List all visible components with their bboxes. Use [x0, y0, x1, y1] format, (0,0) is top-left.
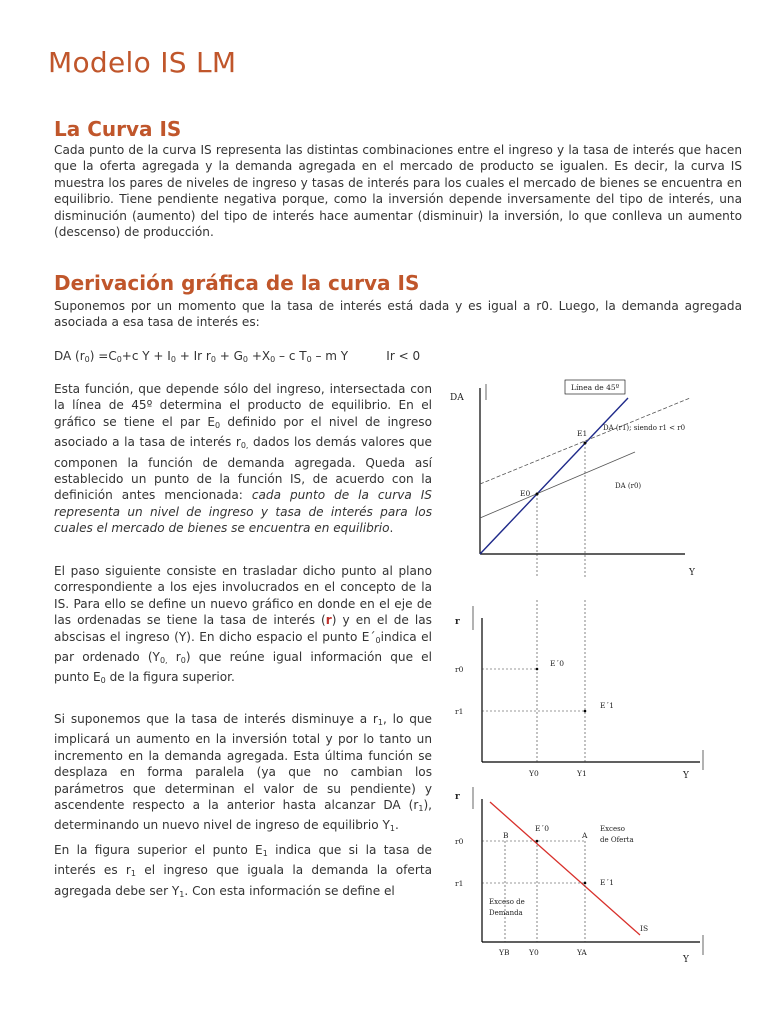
fig1-da-r0-label: DA (r0) [615, 482, 642, 490]
figure-aggregate-demand [445, 378, 725, 578]
fig3-ep0-label: E´0 [535, 824, 549, 833]
fig2-ep0-label: E´0 [550, 659, 564, 668]
fig3-yb-tick: YB [499, 948, 510, 957]
fig3-y0-tick: Y0 [529, 948, 539, 957]
fig1-da-r0-line [480, 452, 635, 518]
fig2-y1-tick: Y1 [577, 769, 587, 778]
fig1-x-axis-label: Y [689, 568, 695, 578]
page-title: Modelo IS LM [48, 46, 237, 79]
paragraph-45-line: Esta función, que depende sólo del ingreso, intersectada con la línea de 45º determina el producto de equilibrio. En el gráfico se tiene el par $E_0$ definido por el nivel de ingreso asociado a la tasa de interés $r_{0,}$ dados los demás valores que componen la función de demanda agregada. Queda así establecido un punto de la función IS, de acuerdo con la definición antes mencionada: cada punto de la curva IS representa un nivel de ingreso y tasa de interés para los cuales el mercado de bienes se encuentra en equilibrio. [54, 382, 432, 536]
fig3-ya-tick: YA [577, 948, 587, 957]
fig1-line45 [480, 398, 628, 554]
fig1-line45-label: Línea de 45º [571, 383, 620, 392]
paragraph-next-step: El paso siguiente consiste en trasladar dicho punto al plano correspondiente a los ejes involucrados en el concepto de la IS. Para ello se define un nuevo gráfico en donde en el eje de las ordenadas se tiene la tasa de interés (r) y en el de las abscisas el ingreso (Y). En dicho espacio el punto $E´_0indica$ el par ordenado ($Y_{0,}$ $r_0$) que reúne igual información que el punto $E_0$ de la figura superior. [54, 564, 432, 686]
r-symbol: r [325, 613, 332, 628]
fig3-exceso-demanda-label: Exceso de Demanda [489, 898, 525, 917]
fig3-r1-tick: r1 [455, 879, 464, 888]
fig3-point-e0 [536, 840, 539, 843]
figure-is-curve [445, 785, 725, 965]
fig3-r0-tick: r0 [455, 837, 464, 846]
fig2-ep1-label: E´1 [600, 701, 614, 710]
section-heading-curva-is: La Curva IS [54, 117, 182, 141]
fig2-point-e0 [536, 668, 539, 671]
section-paragraph-curva-is: Cada punto de la curva IS representa las distintas combinaciones entre el ingreso y la tasa de interés que hacen que la oferta agregada y la demanda agregada en el mercado de producto se igualen. Es decir, la curva IS muestra los pares de niveles de ingreso y tasas de interés para los cuales el mercado de bienes se encuentra en equilibrio. Tiene pendiente negativa porque, como la inversión depende inversamente del tipo de interés, una disminución (aumento) del tipo de interés hace aumentar (disminuir) la inversión, lo que conlleva un aumento (descenso) de producción. [54, 143, 742, 240]
fig3-exceso-oferta-label: Exceso de Oferta [600, 825, 634, 844]
figure-points-r-y [445, 600, 725, 780]
section-heading-derivacion: Derivación gráfica de la curva IS [54, 271, 420, 295]
fig3-a-label: A [582, 831, 588, 840]
paragraph-upper-figure: En la figura superior el punto $E_1$ indica que si la tasa de interés es $r_1$ el ingreso que iguala la demanda la oferta agregada debe ser $Y_1$. Con esta información se define el [54, 843, 432, 899]
fig3-ep1-label: E´1 [600, 878, 614, 887]
fig2-point-e1 [584, 710, 587, 713]
fig3-y-axis-label: r [455, 792, 460, 802]
fig3-is-label: IS [640, 924, 649, 933]
equation-condition: Ir < 0 [386, 349, 421, 363]
fig2-y0-tick: Y0 [529, 769, 539, 778]
fig1-da-r1-label: DA (r1); siendo r1 < r0 [603, 424, 686, 432]
fig2-r1-tick: r1 [455, 707, 464, 716]
fig3-point-e1 [584, 882, 587, 885]
fig2-x-axis-label: Y [683, 771, 689, 781]
fig1-e1-label: E1 [577, 429, 588, 438]
intro-paragraph: Suponemos por un momento que la tasa de interés está dada y es igual a r0. Luego, la demanda agregada asociada a esa tasa de interés es: [54, 299, 742, 330]
demand-equation: DA $(r_0) =C_0+c$ $Y + I_0 + Ir$ $r_0 + G_0 +X_0 - c$ $T_0$ – m Y Ir < 0 [54, 349, 421, 364]
fig3-x-axis-label: Y [683, 955, 689, 965]
paragraph-interest-decrease: Si suponemos que la tasa de interés disminuye a $r_1$, lo que implicará un aumento en la inversión total y por lo tanto un incremento en la demanda agregada. Esta última función se desplaza en forma paralela (ya que no cambian los parámetros que determinan el valor de su pendiente) y ascendente respecto a la anterior hasta alcanzar DA $(r_1)$, determinando un nuevo nivel de ingreso de equilibrio $Y_1$. [54, 712, 432, 834]
fig2-y-axis-label: r [455, 617, 460, 627]
fig1-y-axis-label: DA [450, 393, 464, 403]
fig2-r0-tick: r0 [455, 665, 464, 674]
fig3-b-label: B [503, 831, 509, 840]
fig1-e0-label: E0 [520, 489, 531, 498]
